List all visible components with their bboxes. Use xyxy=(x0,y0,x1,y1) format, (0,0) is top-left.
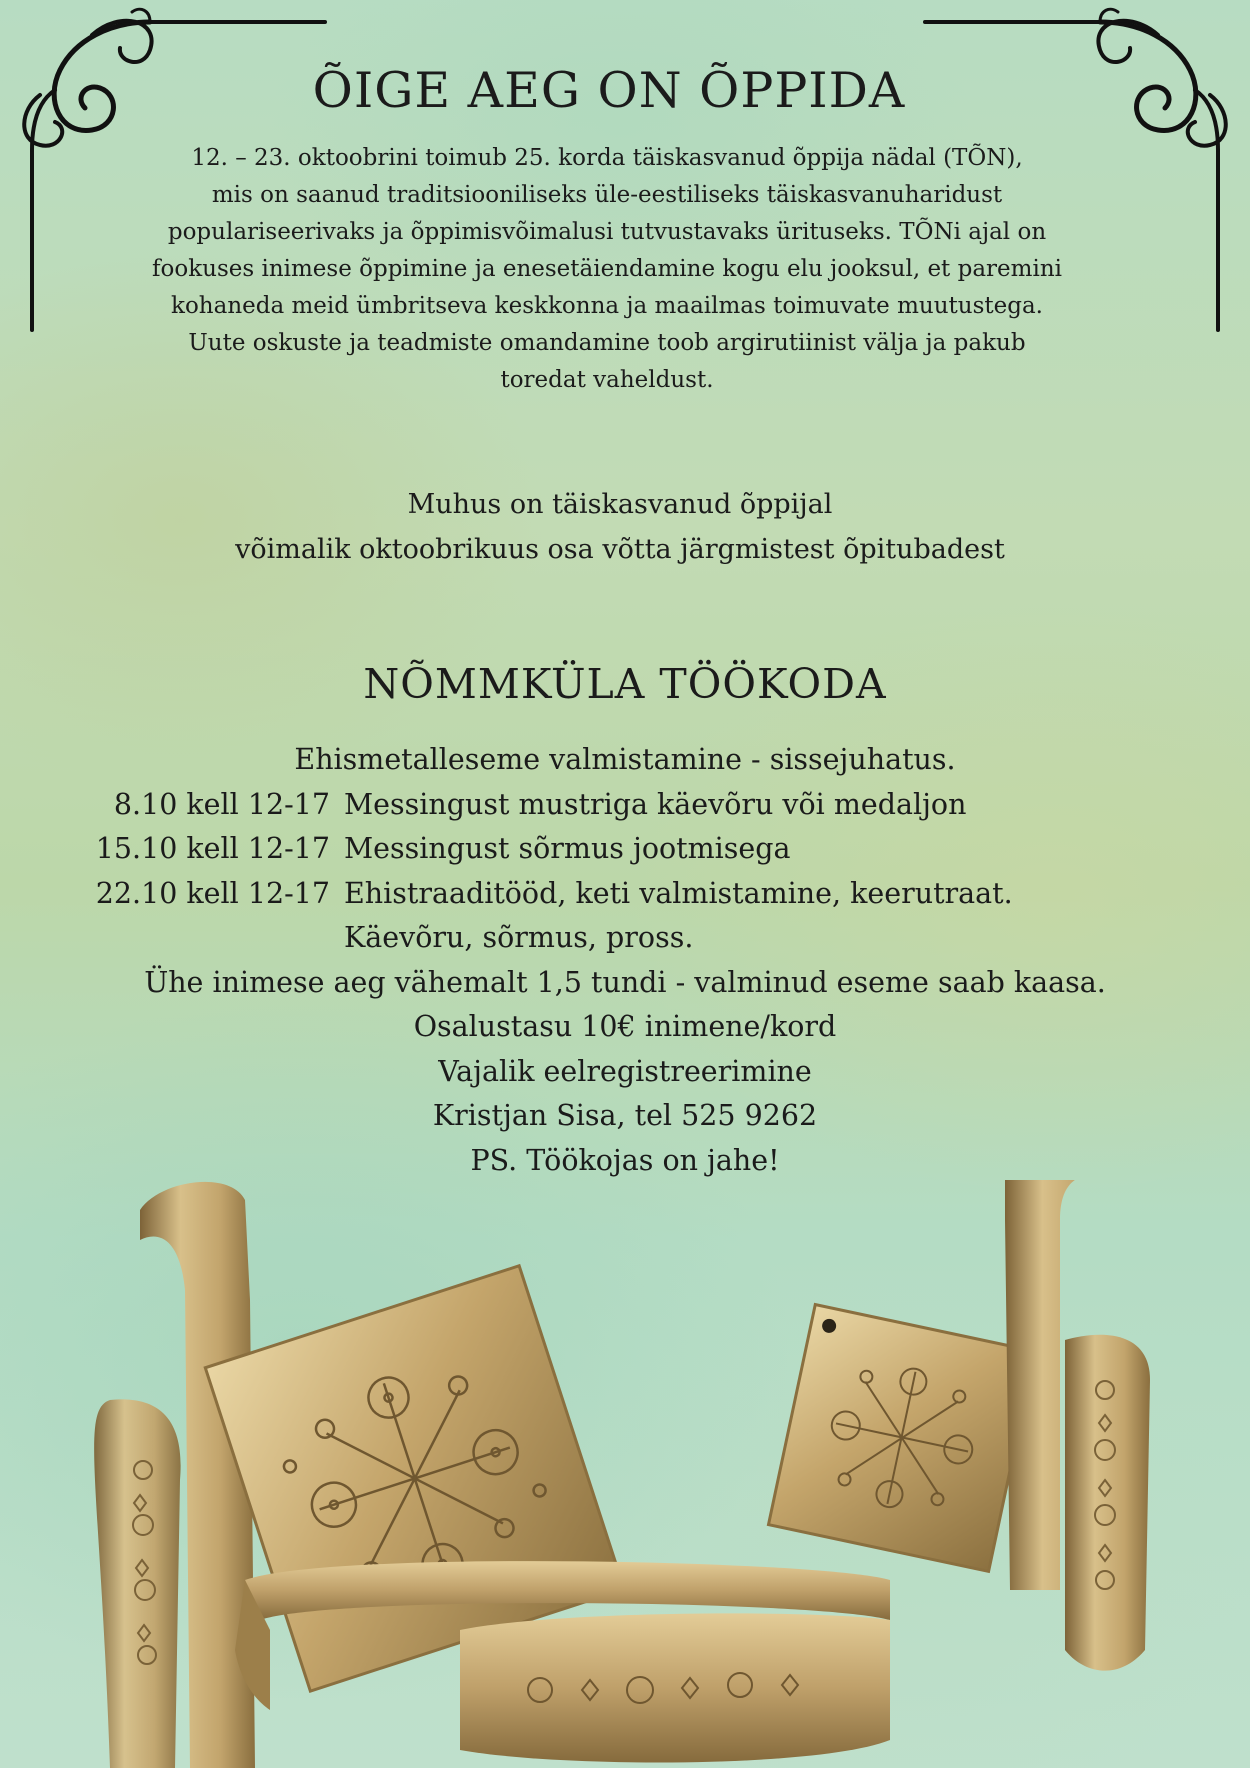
invitation-line-2: võimalik oktoobrikuus osa võtta järgmistest õpitubadest xyxy=(235,534,1005,565)
session-row xyxy=(0,827,1250,872)
session-topic-continued: Käevõru, sõrmus, pross. xyxy=(344,921,694,954)
intro-line: fookuses inimese õppimine ja enesetäiendamine kogu elu jooksul, et paremini xyxy=(151,256,1062,282)
workshops-invitation xyxy=(0,482,1240,572)
session-date: 22.10 kell 12-17 xyxy=(95,876,330,910)
session-date: 8.10 kell 12-17 xyxy=(113,787,330,821)
workshop-details xyxy=(0,738,1250,1183)
intro-paragraph xyxy=(70,140,1144,399)
brass-jewelry-photo xyxy=(0,1180,1250,1768)
right-cuff xyxy=(1005,1180,1150,1671)
intro-line: kohaneda meid ümbritseva keskkonna ja maailmas toimuvate muutustega. xyxy=(171,293,1043,319)
intro-line: Uute oskuste ja teadmiste omandamine toob argirutiinist välja ja pakub xyxy=(188,330,1026,356)
session-row xyxy=(0,872,1250,917)
workshop-heading: NÕMMKÜLA TÖÖKODA xyxy=(363,660,887,708)
fee-note: Osalustasu 10€ inimene/kord xyxy=(413,1010,837,1043)
session-topic: Ehistraaditööd, keti valmistamine, keerutraat. xyxy=(344,876,1013,910)
left-cuff xyxy=(94,1182,255,1768)
workshop-subtitle: Ehismetalleseme valmistamine - sissejuhatus. xyxy=(294,743,956,776)
session-topic: Messingust sõrmus jootmisega xyxy=(344,832,791,865)
intro-line: toredat vaheldust. xyxy=(500,367,714,393)
ps-note: PS. Töökojas on jahe! xyxy=(470,1143,780,1177)
page-title: ÕIGE AEG ON ÕPPIDA xyxy=(312,62,906,119)
registration-note: Vajalik eelregistreerimine xyxy=(438,1054,812,1088)
session-topic: Messingust mustriga käevõru või medaljon xyxy=(344,787,967,821)
duration-note: Ühe inimese aeg vähemalt 1,5 tundi - valminud eseme saab kaasa. xyxy=(144,965,1106,999)
intro-line: populariseerivaks ja õppimisvõimalusi tutvustavaks ürituseks. TÕNi ajal on xyxy=(167,219,1047,245)
invitation-line-1: Muhus on täiskasvanud õppijal xyxy=(407,489,833,520)
session-date: 15.10 kell 12-17 xyxy=(95,832,330,865)
intro-line: 12. – 23. oktoobrini toimub 25. korda täiskasvanud õppija nädal (TÕN), xyxy=(191,145,1023,171)
intro-line: mis on saanud traditsiooniliseks üle-eestiliseks täiskasvanuharidust xyxy=(211,182,1003,208)
session-row xyxy=(0,783,1250,828)
contact-info: Kristjan Sisa, tel 525 9262 xyxy=(432,1099,818,1132)
small-pendant xyxy=(768,1305,1035,1572)
